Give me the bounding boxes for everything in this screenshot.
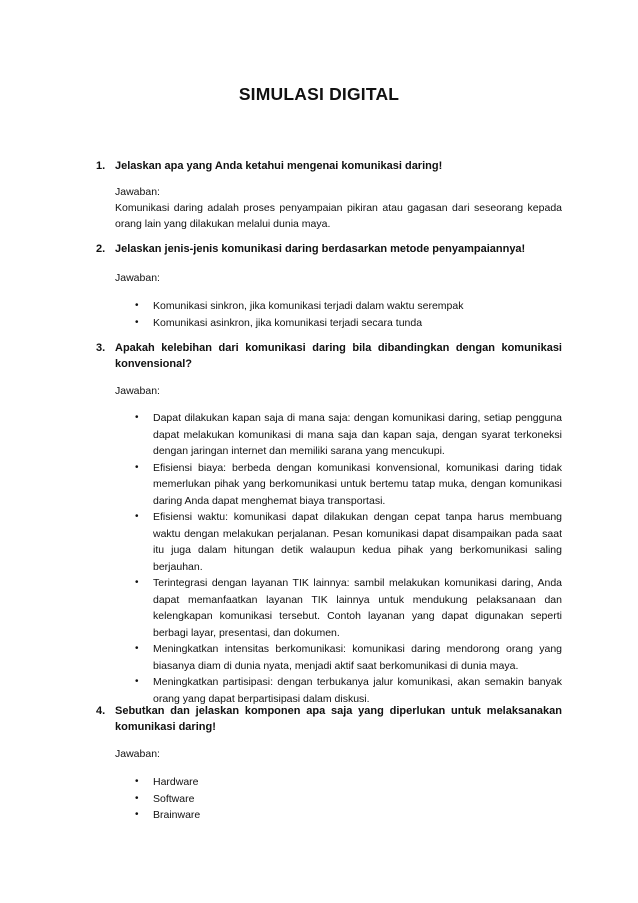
question-text: Jelaskan apa yang Anda ketahui mengenai komunikasi daring! — [115, 160, 443, 172]
list-item: • Komunikasi asinkron, jika komunikasi terjadi secara tunda — [96, 315, 562, 332]
list-item: • Terintegrasi dengan layanan TIK lainnya: sambil melakukan komunikasi daring, Anda dapat memanfaatkan layanan TIK lainnya untuk mendukung pelaksanaan dan kelengkapan komunikasi tersebut. Contoh layanan yang dapat digunakan seperti berbagi layar, presentasi, dan dokumen. — [135, 577, 562, 639]
question-text: Apakah kelebihan dari komunikasi daring bila dibandingkan dengan komunikasi konvensional? — [115, 342, 562, 370]
bullet-icon: • — [135, 577, 139, 588]
bullet-icon: • — [135, 776, 139, 787]
bullet-icon: • — [135, 461, 139, 473]
question-number: 2. — [96, 243, 106, 255]
bullet-icon: • — [135, 316, 139, 328]
list-item: • Brainware — [96, 807, 562, 824]
list-item: • Dapat dilakukan kapan saja di mana saja: dengan komunikasi daring, setiap pengguna dapat melakukan komunikasi di mana saja dan kapan saja, dengan syarat terkoneksi dengan jaringan internet dan memiliki sarana yang mencukupi. — [135, 412, 562, 457]
question-text: Jelaskan jenis-jenis komunikasi daring berdasarkan metode penyampaiannya! — [115, 243, 526, 255]
list-item: • Meningkatkan partisipasi: dengan terbukanya jalur komunikasi, akan semakin banyak orang yang dapat berpartisipasi dalam diskusi. — [135, 676, 562, 705]
question-text: Sebutkan dan jelaskan komponen apa saja yang diperlukan untuk melaksanakan komunikasi daring! — [115, 705, 562, 733]
question-2 — [96, 241, 562, 331]
document-title: SIMULASI DIGITAL — [238, 84, 400, 104]
list-item: • Meningkatkan intensitas berkomunikasi: komunikasi daring mendorong orang yang biasanya diam di dunia nyata, menjadi aktif saat berkomunikasi di dunia maya. — [135, 643, 562, 672]
question-number: 1. — [96, 160, 106, 172]
bullet-icon: • — [135, 676, 139, 687]
list-item: • Komunikasi sinkron, jika komunikasi terjadi dalam waktu serempak — [96, 298, 562, 315]
bullet-icon: • — [135, 511, 139, 522]
question-number: 3. — [96, 342, 106, 354]
list-item: • Hardware — [96, 774, 562, 791]
answer-label: Jawaban: — [115, 272, 160, 284]
answer-text: Komunikasi daring adalah proses penyampaian pikiran atau gagasan dari seseorang kepada orang lain yang dilakukan melalui dunia maya. — [115, 202, 562, 230]
bullet-icon: • — [135, 643, 139, 654]
answer-list — [96, 774, 562, 824]
answer-label: Jawaban: — [115, 748, 160, 760]
answer-list — [96, 298, 562, 331]
bullet-icon: • — [135, 809, 139, 820]
answer-label: Jawaban: — [115, 186, 160, 198]
answer-label: Jawaban: — [115, 385, 160, 397]
bullet-icon: • — [135, 300, 139, 311]
list-item: • Software — [96, 791, 562, 808]
question-number: 4. — [96, 705, 106, 717]
bullet-icon: • — [135, 412, 139, 423]
answer-list — [96, 410, 562, 707]
question-1 — [96, 158, 562, 232]
question-4 — [96, 703, 562, 824]
list-item: • Efisiensi waktu: komunikasi dapat dilakukan dengan cepat tanpa harus membuang waktu dengan melakukan perjalanan. Pesan komunikasi dapat disampaikan pada saat itu juga dalam hitungan detik walaupun kedua pihak yang berkomunikasi saling berjauhan. — [135, 511, 562, 573]
bullet-icon: • — [135, 792, 139, 804]
question-3 — [96, 340, 562, 707]
list-item: • Efisiensi biaya: berbeda dengan komunikasi konvensional, komunikasi daring tidak memerlukan pihak yang berkomunikasi untuk bertemu tatap muka, dengan komunikasi daring Anda dapat menghemat biaya transportasi. — [135, 461, 562, 507]
